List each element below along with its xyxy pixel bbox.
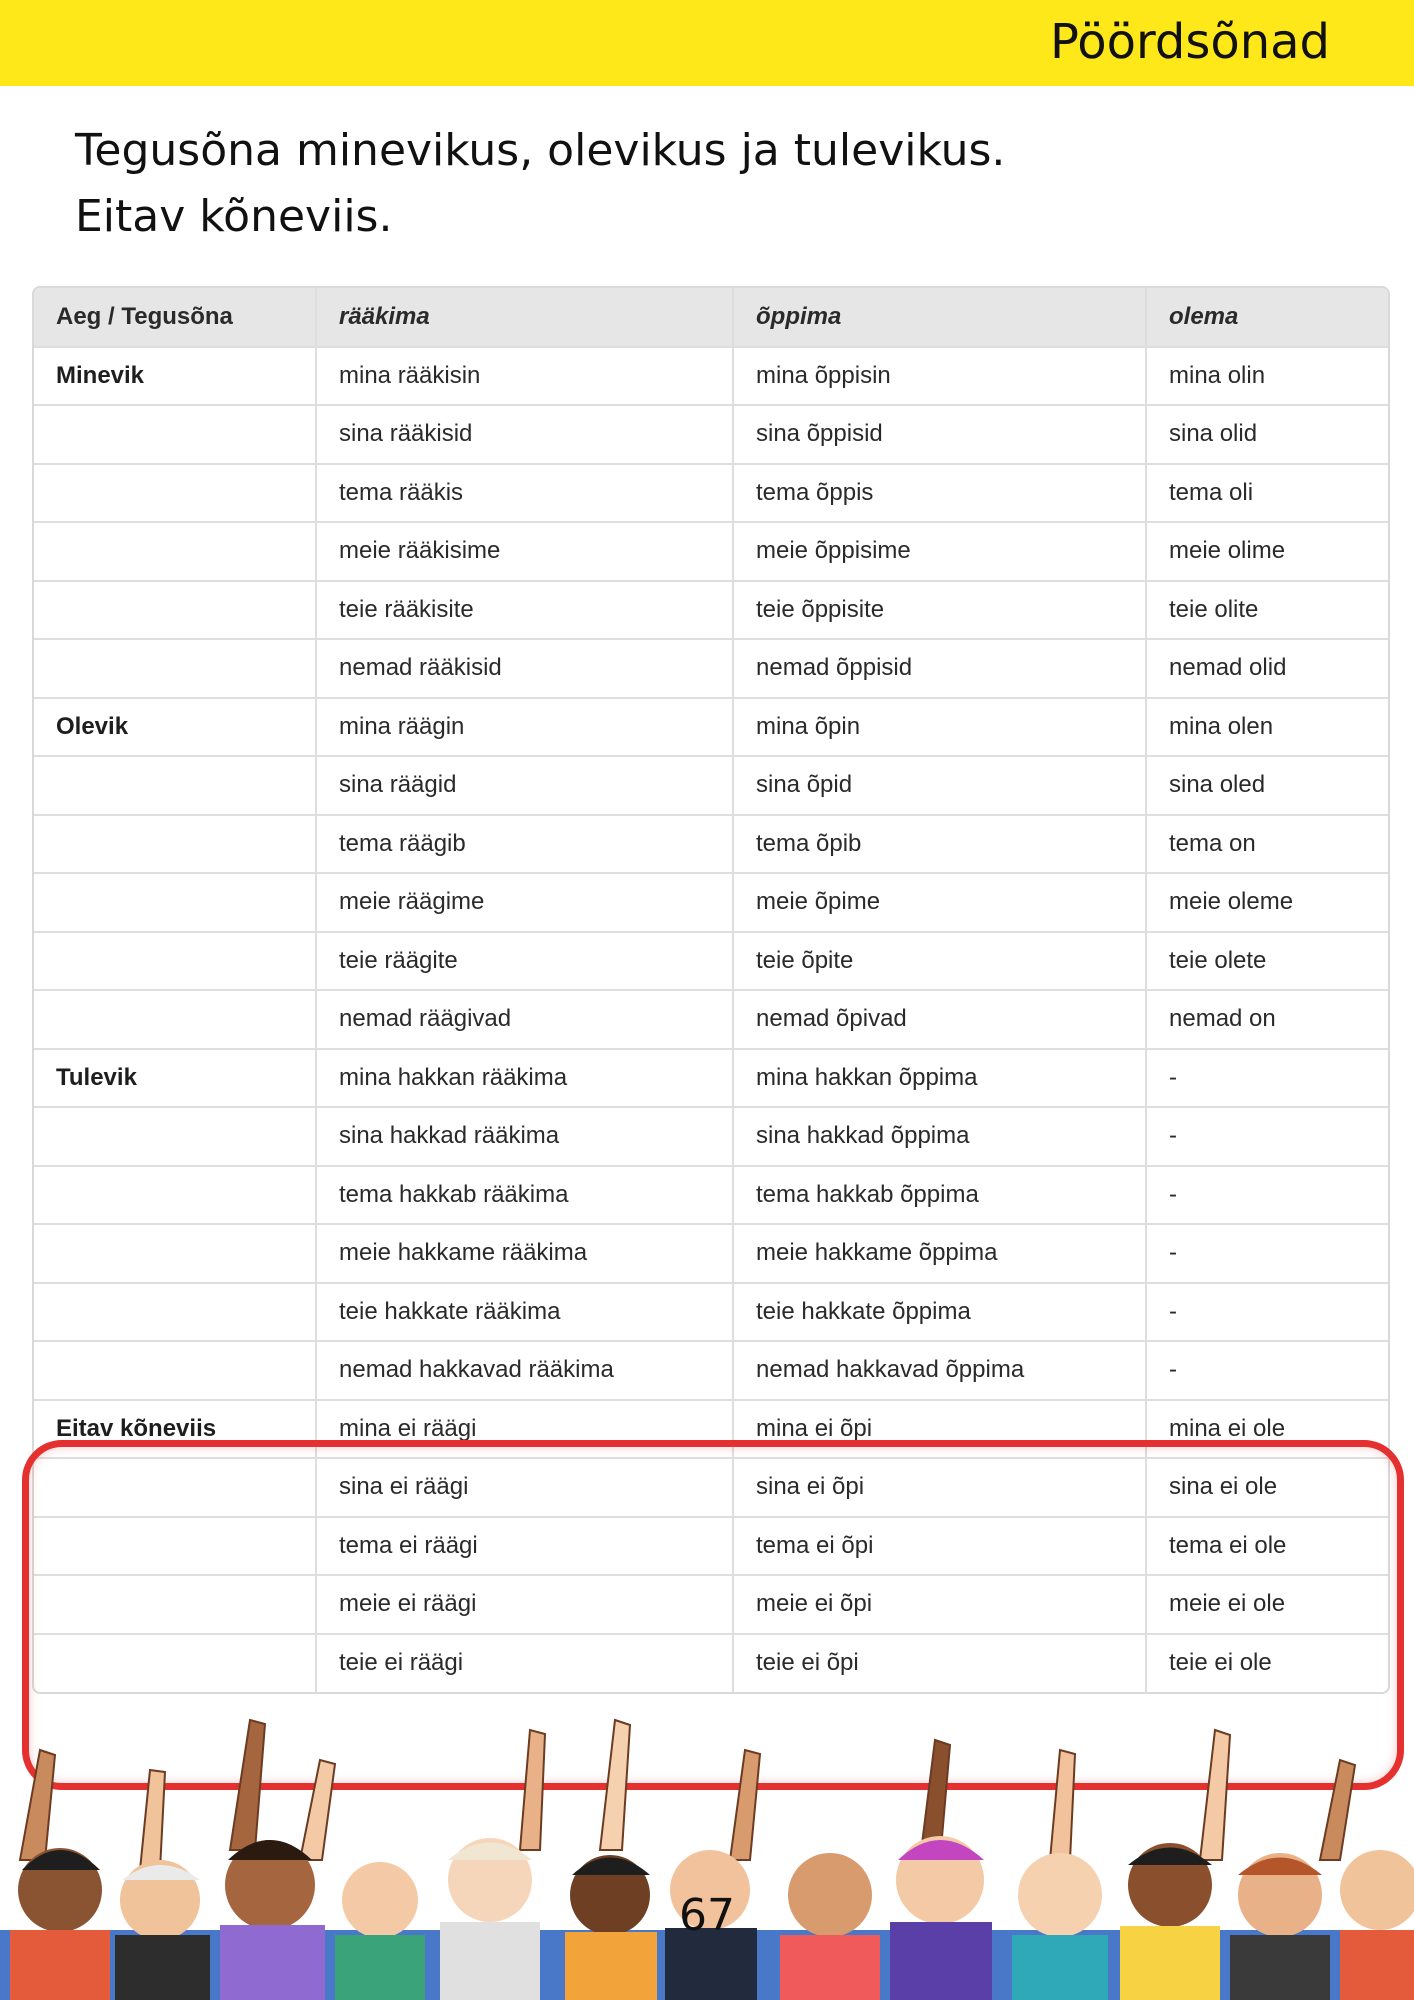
table-row [34, 698, 1388, 757]
conjugation-cell: meie hakkame õppima [733, 1224, 1146, 1283]
conjugation-cell: tema ei räägi [316, 1517, 733, 1576]
tense-label-cell [34, 1458, 316, 1517]
tense-label-cell: Tulevik [34, 1049, 316, 1108]
conjugation-cell: nemad õpivad [733, 990, 1146, 1049]
conjugation-cell: meie ei õpi [733, 1575, 1146, 1634]
conjugation-cell: sina ei õpi [733, 1458, 1146, 1517]
conjugation-cell: mina õpin [733, 698, 1146, 757]
tense-label-cell [34, 1575, 316, 1634]
tense-label-cell [34, 1224, 316, 1283]
conjugation-cell: meie õppisime [733, 522, 1146, 581]
conjugation-cell: sina hakkad rääkima [316, 1107, 733, 1166]
tense-label-cell [34, 639, 316, 698]
conjugation-cell: mina olin [1146, 347, 1388, 406]
table-row [34, 1458, 1388, 1517]
conjugation-cell: teie õpite [733, 932, 1146, 991]
table-row [34, 1517, 1388, 1576]
table-row [34, 990, 1388, 1049]
tense-label-cell [34, 1517, 316, 1576]
conjugation-cell: sina olid [1146, 405, 1388, 464]
page-number: 67 [679, 1890, 735, 1941]
conjugation-cell: meie õpime [733, 873, 1146, 932]
table-row [34, 464, 1388, 523]
tense-label-cell: Olevik [34, 698, 316, 757]
table-row [34, 1575, 1388, 1634]
conjugation-cell: mina ei ole [1146, 1400, 1388, 1459]
tense-label-cell [34, 1107, 316, 1166]
conjugation-cell: tema rääkis [316, 464, 733, 523]
conjugation-cell: - [1146, 1107, 1388, 1166]
table-body [34, 347, 1388, 1693]
table-row [34, 815, 1388, 874]
tense-label-cell [34, 1166, 316, 1225]
tense-label-cell: Minevik [34, 347, 316, 406]
tense-label-cell [34, 815, 316, 874]
conjugation-cell: meie rääkisime [316, 522, 733, 581]
table-row [34, 1634, 1388, 1693]
conjugation-cell: teie hakkate rääkima [316, 1283, 733, 1342]
conjugation-cell: teie olete [1146, 932, 1388, 991]
table-row [34, 347, 1388, 406]
conjugation-cell: tema ei õpi [733, 1517, 1146, 1576]
table-row [34, 932, 1388, 991]
tense-label-cell [34, 873, 316, 932]
table-row [34, 873, 1388, 932]
conjugation-cell: sina ei ole [1146, 1458, 1388, 1517]
conjugation-cell: sina räägid [316, 756, 733, 815]
conjugation-cell: - [1146, 1283, 1388, 1342]
conjugation-cell: sina hakkad õppima [733, 1107, 1146, 1166]
conjugation-cell: - [1146, 1224, 1388, 1283]
conjugation-cell: mina räägin [316, 698, 733, 757]
conjugation-cell: tema õpib [733, 815, 1146, 874]
conjugation-cell: meie räägime [316, 873, 733, 932]
conjugation-cell: sina ei räägi [316, 1458, 733, 1517]
conjugation-cell: meie ei räägi [316, 1575, 733, 1634]
table-header-row [34, 288, 1388, 347]
conjugation-cell: teie rääkisite [316, 581, 733, 640]
conjugation-cell: tema ei ole [1146, 1517, 1388, 1576]
tense-label-cell [34, 1341, 316, 1400]
table-row [34, 1283, 1388, 1342]
table-row [34, 1400, 1388, 1459]
table-row [34, 1166, 1388, 1225]
conjugation-cell: teie õppisite [733, 581, 1146, 640]
conjugation-cell: meie olime [1146, 522, 1388, 581]
header-band [0, 0, 1414, 86]
conjugation-cell: meie oleme [1146, 873, 1388, 932]
conjugation-cell: teie räägite [316, 932, 733, 991]
conjugation-cell: mina hakkan õppima [733, 1049, 1146, 1108]
table-row [34, 405, 1388, 464]
page-heading [75, 118, 1325, 250]
cheering-crowd-illustration [0, 1700, 1414, 2000]
conjugation-cell: - [1146, 1341, 1388, 1400]
conjugation-cell: teie ei ole [1169, 1649, 1272, 1677]
section-title: Pöördsõnad [1049, 14, 1330, 70]
table-row [34, 639, 1388, 698]
tense-label-cell [34, 990, 316, 1049]
conjugation-cell: meie ei ole [1146, 1575, 1388, 1634]
conjugation-cell: nemad rääkisid [316, 639, 733, 698]
conjugation-cell: sina rääkisid [316, 405, 733, 464]
conjugation-cell: mina õppisin [733, 347, 1146, 406]
conjugation-cell: nemad olid [1146, 639, 1388, 698]
column-header: olema [1146, 288, 1388, 347]
conjugation-cell: teie ei õpi [733, 1634, 1146, 1693]
conjugation-cell: sina oled [1146, 756, 1388, 815]
table-row [34, 1107, 1388, 1166]
tense-label-cell [34, 464, 316, 523]
conjugation-cell: teie hakkate õppima [733, 1283, 1146, 1342]
table-row [34, 581, 1388, 640]
conjugation-cell: mina rääkisin [316, 347, 733, 406]
tense-label-cell [34, 405, 316, 464]
table-row [34, 1341, 1388, 1400]
conjugation-cell: tema hakkab rääkima [316, 1166, 733, 1225]
tense-label-cell [34, 756, 316, 815]
column-header: õppima [733, 288, 1146, 347]
conjugation-cell: nemad hakkavad rääkima [316, 1341, 733, 1400]
tense-label-cell [34, 932, 316, 991]
conjugation-cell: nemad hakkavad õppima [733, 1341, 1146, 1400]
heading-line-1: Tegusõna minevikus, olevikus ja tulevikus. [75, 125, 1006, 176]
hair-shapes [22, 1840, 1322, 1880]
conjugation-cell: meie hakkame rääkima [316, 1224, 733, 1283]
tense-label-cell [34, 1283, 316, 1342]
column-header: rääkima [316, 288, 733, 347]
table-row [34, 1049, 1388, 1108]
tense-label-cell [34, 522, 316, 581]
conjugation-cell: - [1146, 1166, 1388, 1225]
table-row [34, 1224, 1388, 1283]
conjugation-cell: tema hakkab õppima [733, 1166, 1146, 1225]
tense-label-cell [34, 581, 316, 640]
conjugation-cell: sina õppisid [733, 405, 1146, 464]
conjugation-table [32, 286, 1390, 1694]
conjugation-cell: nemad on [1146, 990, 1388, 1049]
table-row [34, 522, 1388, 581]
conjugation-cell: tema õppis [733, 464, 1146, 523]
conjugation-cell: mina ei räägi [316, 1400, 733, 1459]
conjugation-cell: teie olite [1146, 581, 1388, 640]
conjugation-cell: teie ei räägi [316, 1634, 733, 1693]
conjugation-cell: nemad õppisid [733, 639, 1146, 698]
conjugation-cell: mina ei õpi [733, 1400, 1146, 1459]
tense-label-cell [34, 1634, 316, 1693]
heading-line-2: Eitav kõneviis. [75, 191, 393, 242]
conjugation-cell: tema on [1146, 815, 1388, 874]
conjugation-cell: sina õpid [733, 756, 1146, 815]
conjugation-cell: tema räägib [316, 815, 733, 874]
conjugation-cell: nemad räägivad [316, 990, 733, 1049]
column-header: Aeg / Tegusõna [34, 288, 316, 347]
conjugation-cell: mina hakkan rääkima [316, 1049, 733, 1108]
table-row [34, 756, 1388, 815]
conjugation-cell: mina olen [1146, 698, 1388, 757]
conjugation-cell: tema oli [1146, 464, 1388, 523]
conjugation-cell: - [1146, 1049, 1388, 1108]
tense-label-cell: Eitav kõneviis [34, 1400, 316, 1459]
